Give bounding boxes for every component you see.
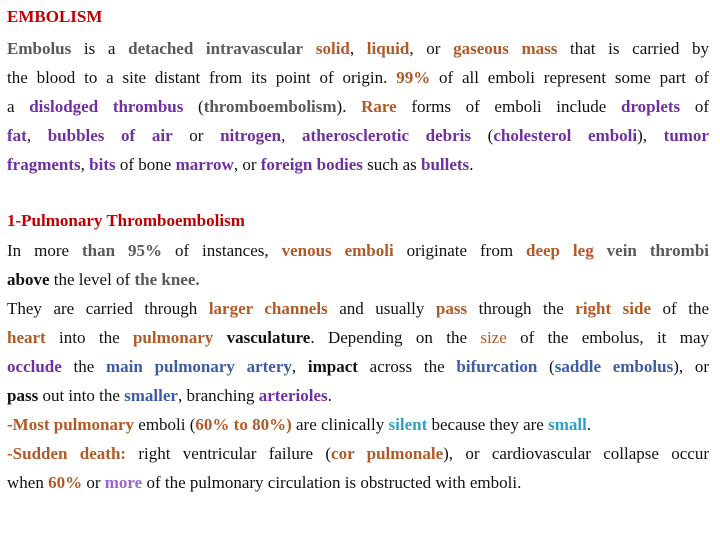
text-run: ( [183, 97, 204, 116]
highlighted-term: vein thrombi [606, 241, 710, 260]
text-line [7, 39, 709, 59]
text-run: because they are [427, 415, 549, 434]
text-line [7, 126, 709, 146]
highlighted-term: 1-Pulmonary Thromboembolism [7, 211, 245, 230]
text-run: into the [45, 328, 133, 347]
highlighted-term: tumor [663, 126, 709, 145]
highlighted-term: above [7, 270, 50, 289]
text-run: are clinically [291, 415, 389, 434]
text-run: across the [357, 357, 457, 376]
text-run: They are carried through [7, 299, 209, 318]
text-line [7, 386, 709, 406]
text-run: ( [471, 126, 494, 145]
text-run: ), [637, 126, 664, 145]
highlighted-term: venous emboli [281, 241, 394, 260]
highlighted-term: 60% to 80%) [195, 415, 292, 434]
highlighted-term: bubbles of air [47, 126, 173, 145]
text-run: or [172, 126, 221, 145]
text-run [594, 241, 607, 260]
highlighted-term: small [548, 415, 587, 434]
text-run: , or [233, 155, 261, 174]
highlighted-term: saddle embolus [554, 357, 674, 376]
highlighted-term: foreign bodies [260, 155, 363, 174]
text-run: ). [336, 97, 362, 116]
highlighted-term: detached intravascular [128, 39, 304, 58]
highlighted-term: main pulmonary artery [106, 357, 292, 376]
text-line [7, 68, 709, 88]
text-run: , branching [177, 386, 259, 405]
text-run: through the [467, 299, 576, 318]
text-run: ), or [673, 357, 709, 376]
highlighted-term: -Most pulmonary [7, 415, 135, 434]
text-run: , [291, 357, 308, 376]
highlighted-term: size [480, 328, 507, 347]
highlighted-term: 99% [396, 68, 431, 87]
highlighted-term: cor pulmonale [331, 444, 444, 463]
highlighted-term: pulmonary [132, 328, 214, 347]
highlighted-term: deep leg [525, 241, 594, 260]
highlighted-term: occlude [7, 357, 62, 376]
text-run: of [680, 97, 709, 116]
text-run: such as [362, 155, 421, 174]
text-run: . [586, 415, 592, 434]
text-run: , [349, 39, 367, 58]
text-line [7, 241, 709, 261]
text-run: when [7, 473, 49, 492]
text-run: of the pulmonary circulation is obstructed with emboli. [142, 473, 522, 492]
highlighted-term: impact [307, 357, 358, 376]
text-line [7, 328, 709, 348]
highlighted-term: larger channels [208, 299, 328, 318]
highlighted-term: fragments [7, 155, 81, 174]
highlighted-term: pass [7, 386, 39, 405]
highlighted-term: bits [89, 155, 116, 174]
highlighted-term: arterioles [258, 386, 328, 405]
highlighted-term: cholesterol emboli [493, 126, 638, 145]
text-run: forms of emboli include [396, 97, 621, 116]
text-run: , [281, 126, 303, 145]
highlighted-term: fat [7, 126, 27, 145]
highlighted-term: -Sudden death: [7, 444, 127, 463]
highlighted-term: vasculature [226, 328, 311, 347]
text-line [7, 415, 709, 435]
text-run: . Depending on the [310, 328, 481, 347]
text-run: of the embolus, it may [506, 328, 709, 347]
text-run: of all emboli represent some part of [430, 68, 709, 87]
highlighted-term: the knee. [134, 270, 200, 289]
text-run: ), or cardiovascular collapse occur [443, 444, 709, 463]
highlighted-term: marrow [175, 155, 234, 174]
text-run: out into the [38, 386, 125, 405]
text-run: , [80, 155, 90, 174]
text-run: and usually [327, 299, 436, 318]
text-line [7, 270, 709, 290]
highlighted-term: smaller [124, 386, 178, 405]
highlighted-term: Rare [361, 97, 397, 116]
section-heading [7, 211, 709, 231]
highlighted-term: dislodged thrombus [29, 97, 184, 116]
highlighted-term: EMBOLISM [7, 7, 103, 26]
highlighted-term: silent [388, 415, 428, 434]
text-run: the level of [49, 270, 135, 289]
highlighted-term: Embolus [7, 39, 72, 58]
highlighted-term: liquid [366, 39, 410, 58]
text-run: ( [537, 357, 555, 376]
highlighted-term: gaseous mass [453, 39, 558, 58]
highlighted-term: solid [315, 39, 350, 58]
text-run: the [61, 357, 107, 376]
text-run: of the [651, 299, 709, 318]
text-run: , [26, 126, 48, 145]
text-run [213, 328, 226, 347]
text-line [7, 299, 709, 319]
text-run: . [327, 386, 332, 405]
highlighted-term: thromboembolism [203, 97, 337, 116]
text-run [303, 39, 316, 58]
text-run: a [7, 97, 30, 116]
text-line [7, 473, 709, 493]
highlighted-term: heart [7, 328, 46, 347]
highlighted-term: atherosclerotic debris [302, 126, 472, 145]
text-line [7, 444, 709, 464]
page-title [7, 7, 709, 27]
text-line [7, 97, 709, 117]
highlighted-term: bullets [421, 155, 470, 174]
text-run: In more [7, 241, 82, 260]
highlighted-term: more [104, 473, 143, 492]
text-run: the blood to a site distant from its point of origin. [7, 68, 397, 87]
text-run: right ventricular failure ( [126, 444, 332, 463]
highlighted-term: droplets [620, 97, 681, 116]
highlighted-term: bifurcation [456, 357, 538, 376]
highlighted-term: than 95% [81, 241, 162, 260]
highlighted-term: right side [575, 299, 652, 318]
text-line [7, 357, 709, 377]
text-run: emboli ( [134, 415, 196, 434]
text-run: , or [409, 39, 454, 58]
text-run: that is carried by [557, 39, 709, 58]
highlighted-term: pass [435, 299, 468, 318]
text-run: or [82, 473, 105, 492]
text-run: . [469, 155, 474, 174]
text-run: of bone [115, 155, 176, 174]
text-run: is a [71, 39, 129, 58]
highlighted-term: 60% [48, 473, 83, 492]
text-run: of instances, [162, 241, 282, 260]
highlighted-term: nitrogen [220, 126, 282, 145]
text-run: originate from [393, 241, 526, 260]
text-line [7, 155, 709, 175]
